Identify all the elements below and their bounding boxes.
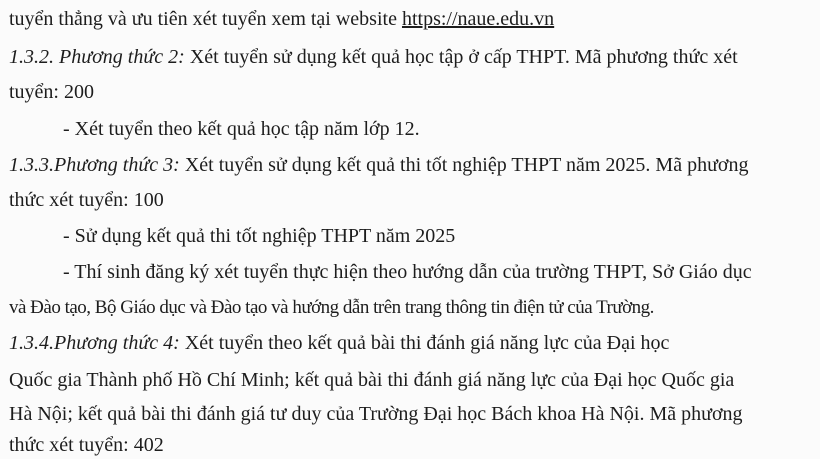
bullet-results-2025: - Sử dụng kết quả thi tốt nghiệp THPT năm 2025 (63, 225, 456, 247)
line-text: tuyển thẳng và ưu tiên xét tuyển xem tại website (9, 8, 402, 30)
text-line (9, 9, 554, 29)
section-1-3-4-heading (9, 333, 669, 353)
bullet-register: - Thí sinh đăng ký xét tuyển thực hiện theo hướng dẫn của trường THPT, Sở Giáo dục (63, 261, 752, 283)
section-1-3-3-heading (9, 155, 749, 175)
section-1-3-2-continuation: tuyển: 200 (9, 81, 94, 103)
section-1-3-4-prefix: 1.3.4.Phương thức 4: (9, 332, 180, 354)
section-1-3-4-continuation-1: Quốc gia Thành phố Hồ Chí Minh; kết quả bài thi đánh giá năng lực của Đại học Quốc gia (9, 369, 735, 391)
section-1-3-2-prefix: 1.3.2. Phương thức 2: (9, 46, 185, 68)
section-1-3-2-text: Xét tuyển sử dụng kết quả học tập ở cấp THPT. Mã phương thức xét (184, 46, 738, 68)
website-link[interactable]: https://naue.edu.vn (401, 8, 555, 30)
bullet-register-continuation: và Đào tạo, Bộ Giáo dục và Đào tạo và hướng dẫn trên trang thông tin điện tử của Trường. (9, 297, 654, 318)
section-1-3-3-continuation: thức xét tuyển: 100 (9, 189, 164, 211)
section-1-3-4-continuation-2: Hà Nội; kết quả bài thi đánh giá tư duy của Trường Đại học Bách khoa Hà Nội. Mã phương (9, 403, 743, 425)
section-1-3-3-prefix: 1.3.3.Phương thức 3: (9, 154, 180, 176)
section-1-3-3-text: Xét tuyển sử dụng kết quả thi tốt nghiệp THPT năm 2025. Mã phương (179, 154, 749, 176)
section-1-3-4-text: Xét tuyển theo kết quả bài thi đánh giá năng lực của Đại học (179, 332, 670, 354)
section-1-3-2-heading (9, 47, 738, 67)
section-1-3-4-continuation-3: thức xét tuyển: 402 (9, 434, 164, 456)
bullet-grade-12: - Xét tuyển theo kết quả học tập năm lớp 12. (63, 118, 420, 140)
